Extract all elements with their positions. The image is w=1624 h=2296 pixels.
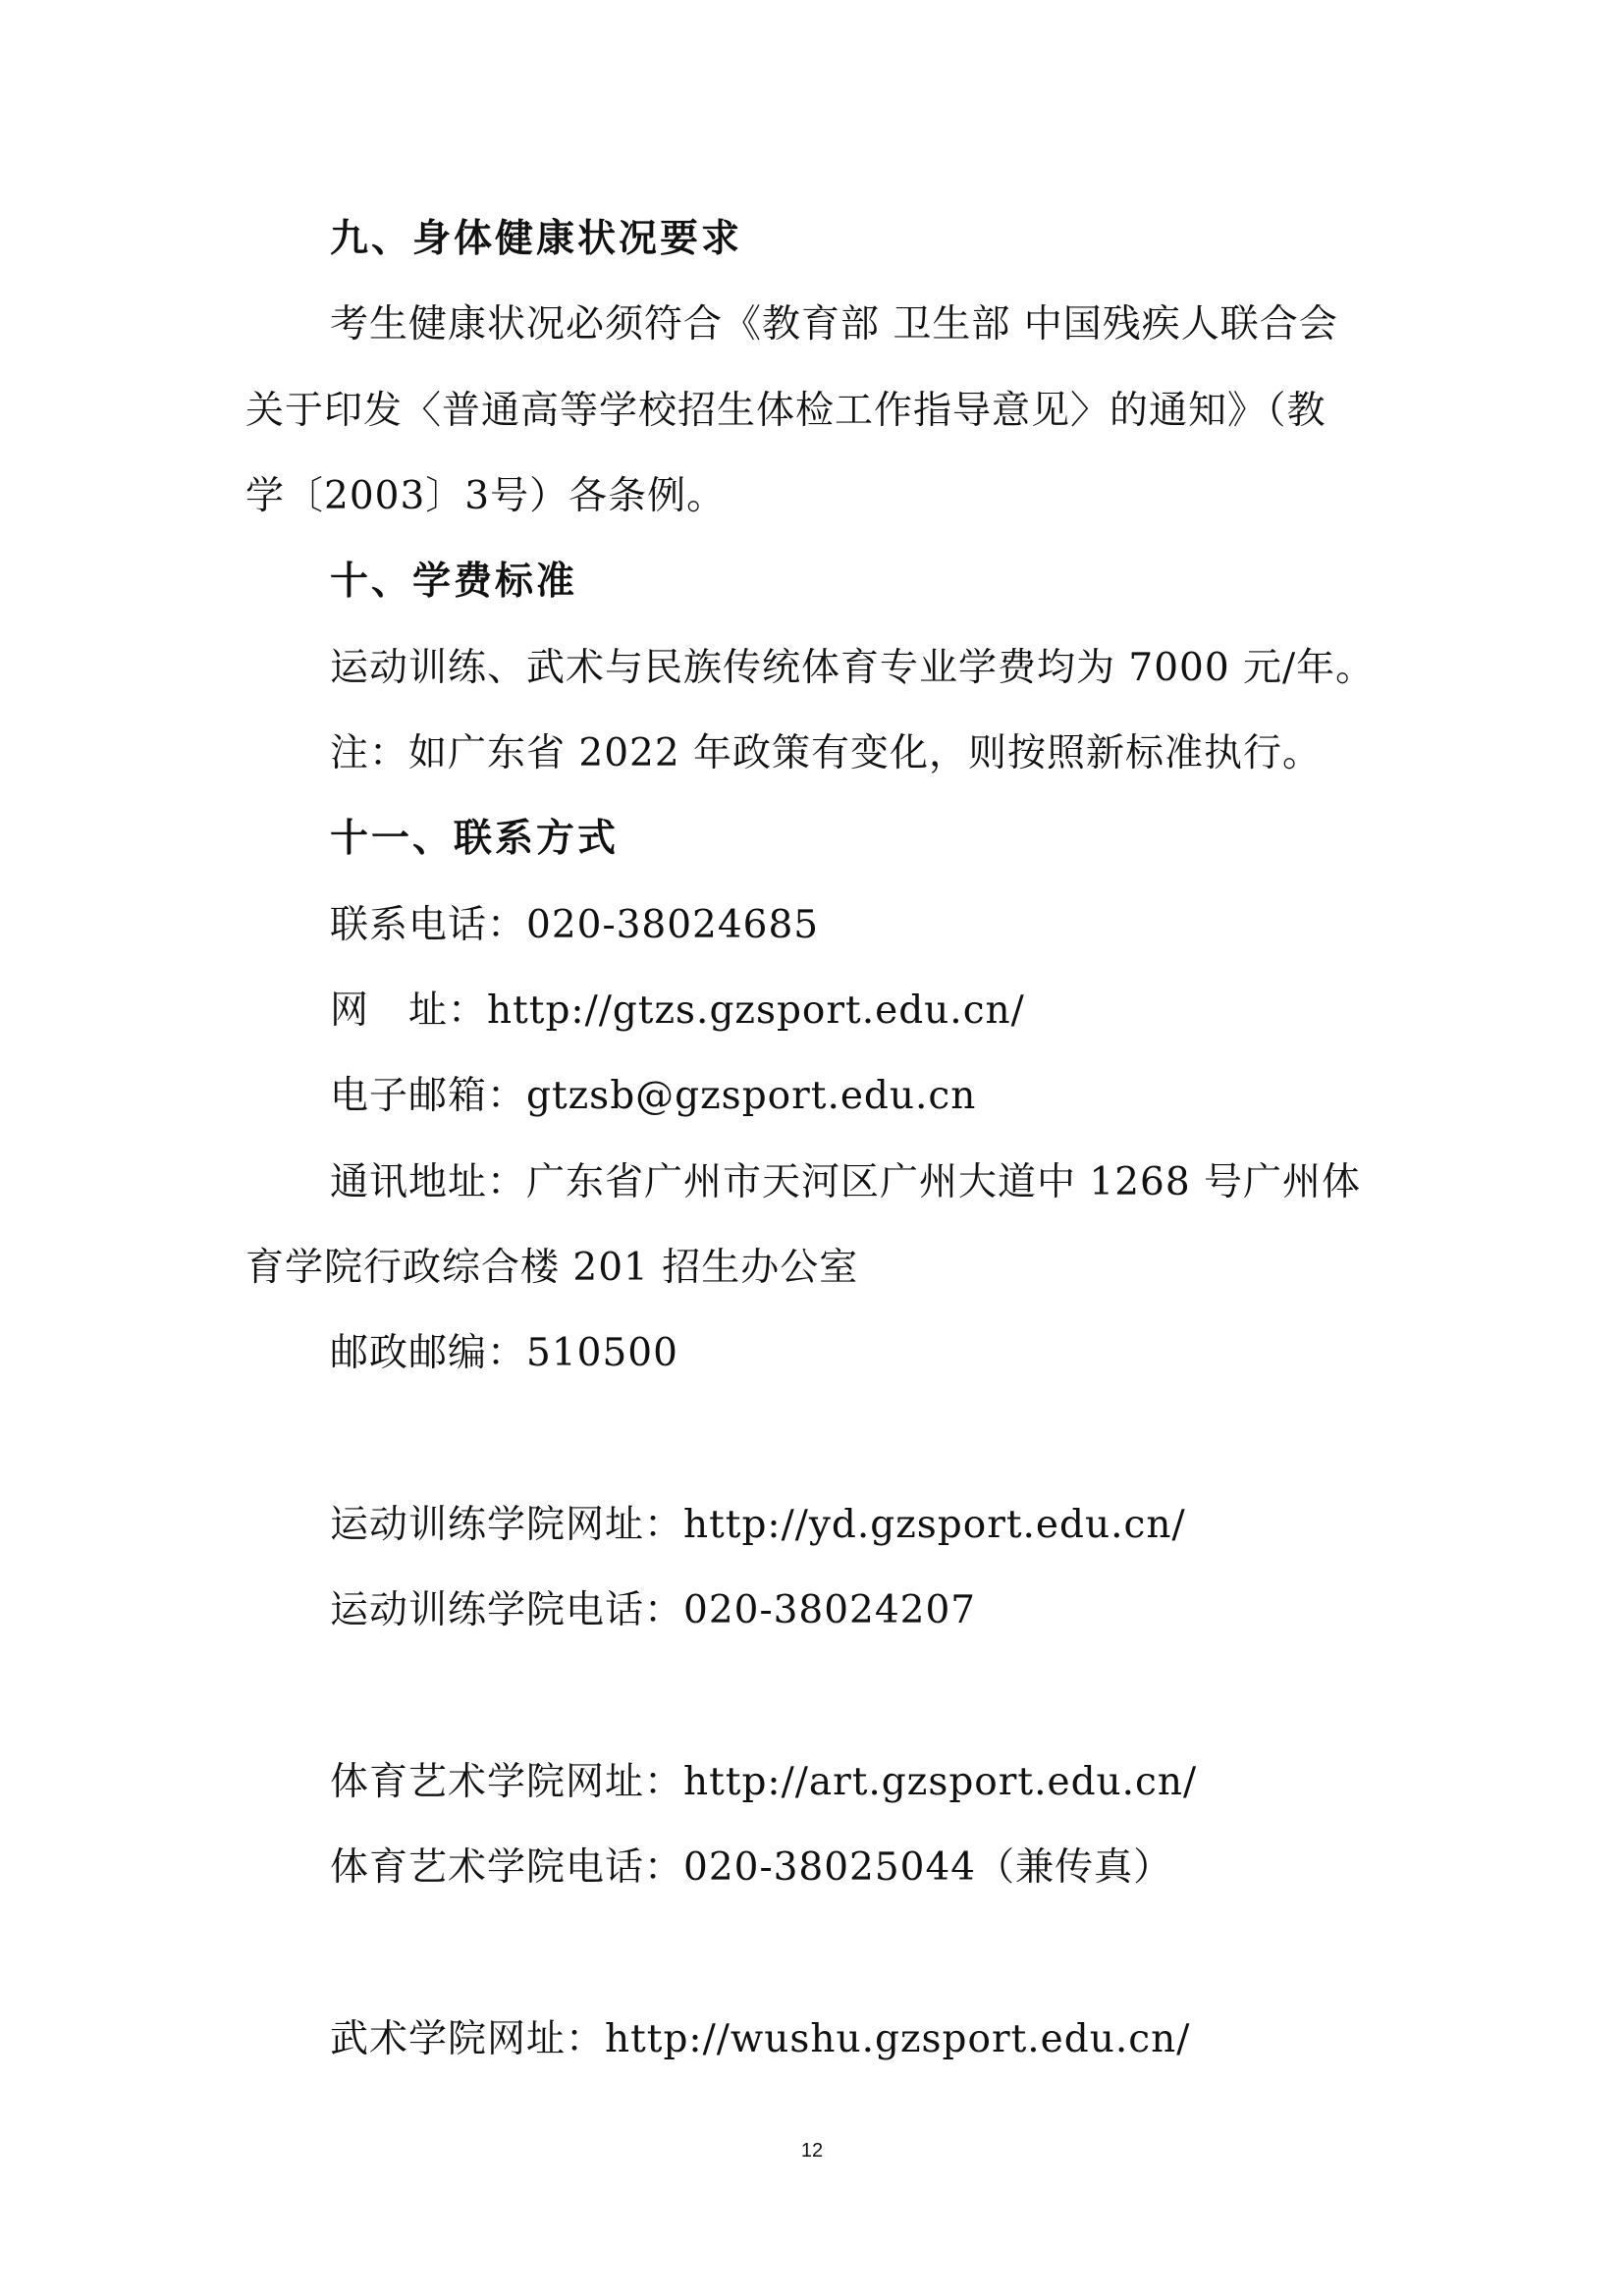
tuition-fee-text: 运动训练、武术与民族传统体育专业学费均为 7000 元/年。	[330, 646, 1376, 690]
contact-postcode: 邮政邮编：510500	[330, 1331, 678, 1375]
health-requirement-line-1: 考生健康状况必须符合《教育部 卫生部 中国残疾人联合会	[330, 302, 1338, 347]
section-10-heading: 十、学费标准	[330, 560, 578, 604]
section-9-heading: 九、身体健康状况要求	[330, 217, 743, 261]
art-college-phone: 体育艺术学院电话：020-38025044（兼传真）	[330, 1845, 1173, 1890]
contact-email: 电子邮箱：gtzsb@gzsport.edu.cn	[330, 1074, 977, 1118]
art-college-url: 体育艺术学院网址：http://art.gzsport.edu.cn/	[330, 1760, 1198, 1804]
contact-phone: 联系电话：020-38024685	[330, 903, 820, 947]
health-requirement-line-3: 学〔2003〕3号）各条例。	[245, 474, 727, 518]
contact-address-line-1: 通讯地址：广东省广州市天河区广州大道中 1268 号广州体	[330, 1160, 1362, 1204]
training-college-url: 运动训练学院网址：http://yd.gzsport.edu.cn/	[330, 1503, 1186, 1547]
tuition-note-text: 注：如广东省 2022 年政策有变化，则按照新标准执行。	[330, 731, 1323, 775]
section-11-heading: 十一、联系方式	[330, 817, 620, 861]
wushu-college-url: 武术学院网址：http://wushu.gzsport.edu.cn/	[330, 2017, 1191, 2061]
training-college-phone: 运动训练学院电话：020-38024207	[330, 1588, 977, 1632]
health-requirement-line-2: 关于印发〈普通高等学校招生体检工作指导意见〉的通知》（教	[245, 389, 1326, 433]
contact-website: 网 址：http://gtzs.gzsport.edu.cn/	[330, 988, 1025, 1033]
contact-address-line-2: 育学院行政综合楼 201 招生办公室	[245, 1246, 859, 1290]
page-number: 12	[800, 2140, 824, 2162]
